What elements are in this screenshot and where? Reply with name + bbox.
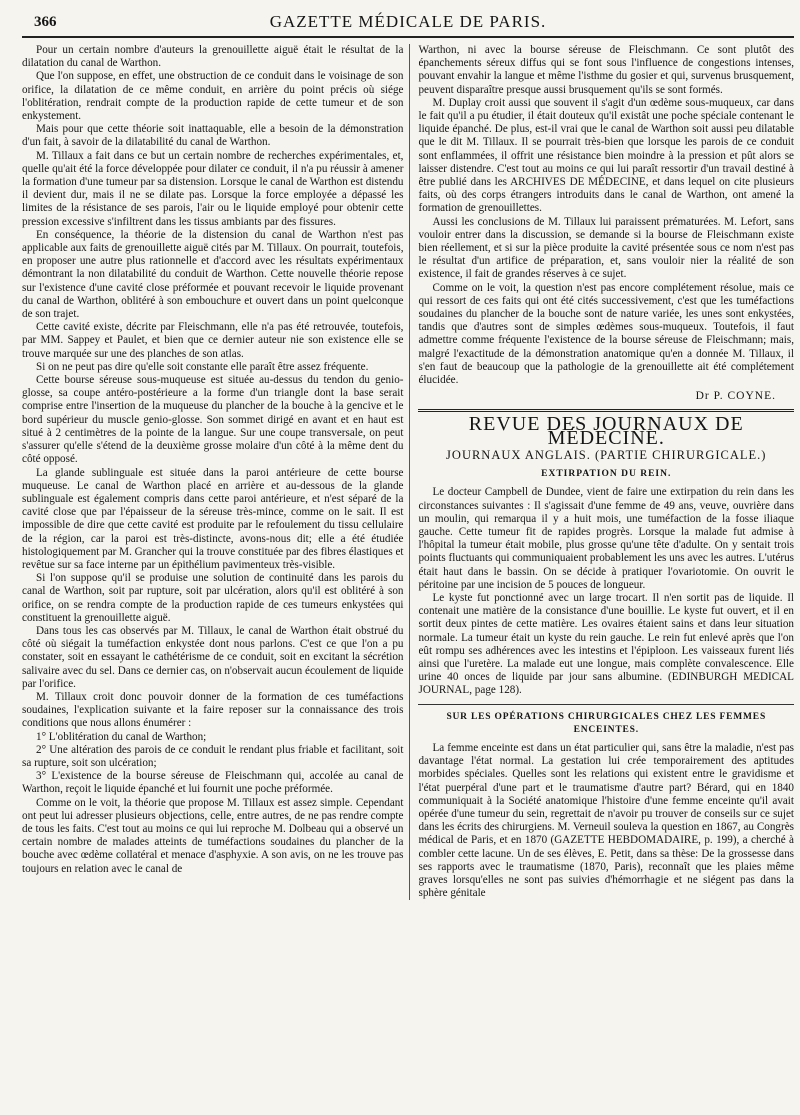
review-subtitle: JOURNAUX ANGLAIS. (PARTIE CHIRURGICALE.) <box>446 447 767 462</box>
journal-title: GAZETTE MÉDICALE DE PARIS. <box>269 12 547 31</box>
paragraph: Pour un certain nombre d'auteurs la grenouillette aiguë était le résultat de la dilatation du canal de Warthon. <box>22 44 404 70</box>
paragraph: M. Tillaux a fait dans ce but un certain nombre de recherches expérimentales, et, quelle qu'ait été la force développée pour dilater ce conduit, il n'a pu réussir à amener la formation d'une tumeur par sa distension. Lorsque le canal de Warthon est distendu il devient dur, mais il ne se dilate pas. Lorsque la force employée a dépassé les limites de la résistance de ses parois, l'air ou le liquide employé pour obtenir cette pression excessive s'infiltrent dans les tissus ambiants par des fissures. <box>22 149 404 228</box>
paragraph: Warthon, ni avec la bourse séreuse de Fleischmann. Ce sont plutôt des épanchements séreux diffus qui se font sous l'influence de congestions intenses, pouvant envahir la langue et même l'isthme du gosier et qui, survenus brusquement, peuvent disparaître presque aussi brusquement qu'ils se sont formés. <box>418 44 794 96</box>
paragraph: Si on ne peut pas dire qu'elle soit constante elle paraît être assez fréquente. <box>36 360 369 373</box>
paragraph: M. Duplay croit aussi que souvent il s'agit d'un œdème sous-muqueux, car dans le fait qu'il a pu étudier, il était douteux qu'il existât une poche spéciale contenant le liquide épanché. De plus, est-il vrai que le canal de Warthon soit aussi peu dilatable que le dit M. Tillaux. Il se pourrait très-bien que lorsque les parois de ce conduit sont enflammées, il offrit une résistance bien moindre à la pression et pût alors se laisser distendre. C'est tout au moins ce qui lui paraît ressortir d'un travail destiné à être publié dans les ARCHIVES DE MÉDECINE, et dans lequel on cite plusieurs faits, où des corps étrangers introduits dans le canal de Warthon, ont amené la formation de grenouillettes. <box>418 96 794 215</box>
columns <box>22 44 794 900</box>
paragraph: M. Tillaux croit donc pouvoir donner de la formation de ces tuméfactions soudaines, l'explication suivante et la faire reposer sur la connaissance des trois conditions que nous allons énumérer : <box>22 690 404 730</box>
paragraph: La glande sublinguale est située dans la paroi antérieure de cette bourse muqueuse. Le canal de Warthon placé en arrière et au-dessous de la glande sublinguale est également compris dans cette paroi antérieure, et n'est séparé de la cavité close que par l'épaisseur de la séreuse très-mince, comme on le sait. Il est impossible de dire que cette cavité est produite par le refoulement du tissu cellulaire de la région, car la paroi est très-distincte, avons-nous dit; elle a été étudiée histologiquement par M. Grancher qui la trouve constituée par des fibres élastiques et revêtue sur sa face interne par un épithélium pavimenteux très-visible. <box>22 466 404 571</box>
paragraph: Le docteur Campbell de Dundee, vient de faire une extirpation du rein dans les circonstances suivantes : Il s'agissait d'une femme de 49 ans, veuve, ouvrière dans un moulin, qui remarqua il y a huit mois, une tuméfaction de la fosse iliaque gauche. Cette tumeur fit de rapides progrès. Lorsque la malade fut admise à l'hôpital la tumeur était mobile, plus grosse qu'une tête d'adulte. On y sentait trois points fluctuants qui communiquaient probablement les uns avec les autres. L'utérus était haut dans le bassin. On se décide à pratiquer l'ovariotomie. On ouvrit le péritoine par une incision de 5 pouces de longueur. <box>418 486 794 591</box>
paragraph: Comme on le voit, la question n'est pas encore complétement résolue, mais ce qui ressort de ces faits qui ont été cités successivement, c'est que les tuméfactions soudaines du plancher de la bouche sont de nature variée, les unes sont enkystées, tandis que d'autres sont de simples œdèmes sous-muqueux. Toutefois, il faut admettre comme fréquente l'existence de la bourse séreuse de Fleischmann; mais, malgré l'exactitude de la démonstration anatomique qu'en a donnée M. Tillaux, il s'en faut de beaucoup que la pathologie de la grenouillette ait été complétement élucidée. <box>418 281 794 387</box>
list-item: 1° L'oblitération du canal de Warthon; <box>36 730 207 743</box>
page-number: 366 <box>34 14 57 30</box>
paragraph: Cette cavité existe, décrite par Fleischmann, elle n'a pas été retrouvée, toutefois, par MM. Sappey et Paulet, et bien que ce dernier auteur nie son existence elle se trouve marquée sur une des planches de son atlas. <box>22 321 404 360</box>
review-section-title: REVUE DES JOURNAUX DE MÉDECINE. <box>468 413 744 449</box>
section-divider <box>418 409 794 412</box>
article-title-kidney: EXTIRPATION DU REIN. <box>541 469 672 480</box>
paragraph: Aussi les conclusions de M. Tillaux lui paraissent prématurées. M. Lefort, sans vouloir entrer dans la discussion, se demande si la bourse de Fleischmann existe bien réellement, et si sur la pièce produite la cavité présentée sous ce nom n'est pas le résultat d'un artifice de préparation, et, sans vouloir nier la réalité de son existence, il fait de grandes réserves à ce sujet. <box>418 215 794 281</box>
paragraph: La femme enceinte est dans un état particulier qui, sans être la maladie, n'est pas davantage l'état normal. La gestation lui crée temporairement des aptitudes morbides spéciales. Quelles sont les relations qui existent entre le gravidisme et l'état puerpéral d'une part et le traumatisme d'autre part? Bérard, qui en 1840 communiquait à la Société anatomique l'histoire d'une femme enceinte qu'il avait opérée d'une tumeur du sein, regrettait de n'avoir pu trouver de conseils sur ce sujet dans les écrits des chirurgiens. M. Verneuil souleva la question en 1867, au Congrès médical de Paris, et en 1870 (GAZETTE HEBDOMADAIRE, p. 199), a cherché à combler cette lacune. Un de ses élèves, E. Petit, dans sa thèse: De la grossesse dans ses rapports avec le traumatisme (1870, Paris), reconnaît que les plaies même graves lorsqu'elles ne sont pas suivies d'hémorrhagie et ne siégent pas dans la sphère génitale <box>418 741 794 900</box>
author-signature: Dr P. COYNE. <box>695 390 776 403</box>
list-item: 3° L'existence de la bourse séreuse de Fleischmann qui, accolée au canal de Warthon, reçoit le liquide épanché et lui fournit une poche préformée. <box>22 770 404 796</box>
page-header <box>22 8 794 38</box>
paragraph: Dans tous les cas observés par M. Tillaux, le canal de Warthon était obstrué du côté où siégait la tuméfaction enkystée dont nous parlons. C'est ce que l'on a pu constater, soit en essayant le cathétérisme de ce conduit, soit en excitant la sécrétion salivaire avec du sel. Dans ce dernier cas, on n'observait aucun écoulement de liquide par l'orifice. <box>22 624 404 690</box>
article-divider <box>418 704 794 705</box>
paragraph: Cette bourse séreuse sous-muqueuse est située au-dessus du tendon du genio-glosse, sa coupe antéro-postérieure a la forme d'un triangle dont la base serait comprise entre l'insertion de la muqueuse du plancher de la bouche à la gencive et le bord supérieur du muscle genio-glosse. Son sommet dirigé en avant et en haut est situé à 2 centimètres de la pointe de la langue. Sur une coupe transversale, on peut s'assurer qu'elle s'étend de la deuxième grosse molaire d'un côté à la même dent du côté opposé. <box>22 374 404 466</box>
list-item: 2° Une altération des parois de ce conduit le rendant plus friable et facilitant, soit sa rupture, soit son ulcération; <box>22 743 404 769</box>
right-column <box>410 44 794 900</box>
article-title-pregnant: SUR LES OPÉRATIONS CHIRURGICALES CHEZ LES FEMMES ENCEINTES. <box>446 711 767 735</box>
paragraph: Que l'on suppose, en effet, une obstruction de ce conduit dans le voisinage de son orifice, la dilatation de ce même conduit, en arrière du point précis où siége l'oblitération, rendrait compte de la production rapide de cette tumeur et de son enkystement. <box>22 70 404 123</box>
paragraph: En conséquence, la théorie de la distension du canal de Warthon n'est pas applicable aux faits de grenouillette aiguë cités par M. Tillaux. On pourrait, toutefois, en proposer une autre plus rationnelle et d'accord avec les résultats expérimentaux démontrant la non dilatabilité du conduit de Warthon. Cette nouvelle théorie repose sur l'existence d'une cavité close préformée et pouvant recevoir le liquide provenant du canal de Warthon, oblitéré à son embouchure et ouvert dans un point quelconque de son trajet. <box>22 228 404 321</box>
paragraph: Le kyste fut ponctionné avec un large trocart. Il n'en sortit pas de liquide. Il contenait une matière de la consistance d'une bouillie. Le kyste fut ouvert, et il en sortit deux pintes de cette matière. Les ovaires étaient sains et dans leur situation normale. La tumeur était un kyste du rein gauche. Le rein fut enlevé après que l'on eût rompu ses adhérences avec les intestins et l'épiploon. Les vaisseaux furent liés ainsi que l'uretère. La malade eut une longue, mais complète convalescence. Elle urine 40 onces de liquide par jour sans albumine. (EDINBURGH MEDICAL JOURNAL, page 128). <box>418 591 794 697</box>
paragraph: Comme on le voit, la théorie que propose M. Tillaux est assez simple. Cependant ont peut lui adresser plusieurs objections, celle, entre autres, de ne pas rendre compte de tous les faits. C'est tout au moins ce qui lui reproche M. Dolbeau qui a observé un certain nombre de malades atteints de tuméfactions soudaines du plancher de la bouche avec œdème collatéral et menace d'asphyxie. A son avis, on ne les trouve pas toujours en relation avec le canal de <box>22 796 404 875</box>
paragraph: Mais pour que cette théorie soit inattaquable, elle a besoin de la démonstration d'un fait, à savoir de la dilatabilité du canal de Warthon. <box>22 123 404 149</box>
paragraph: Si l'on suppose qu'il se produise une solution de continuité dans les parois du canal de Warthon, soit par rupture, soit par ulcération, alors qu'il est oblitéré à son orifice, on se rendra compte de la production rapide de ces tumeurs enkystées qui constituent la grenouillette aiguë. <box>22 572 404 624</box>
left-column <box>22 44 410 900</box>
